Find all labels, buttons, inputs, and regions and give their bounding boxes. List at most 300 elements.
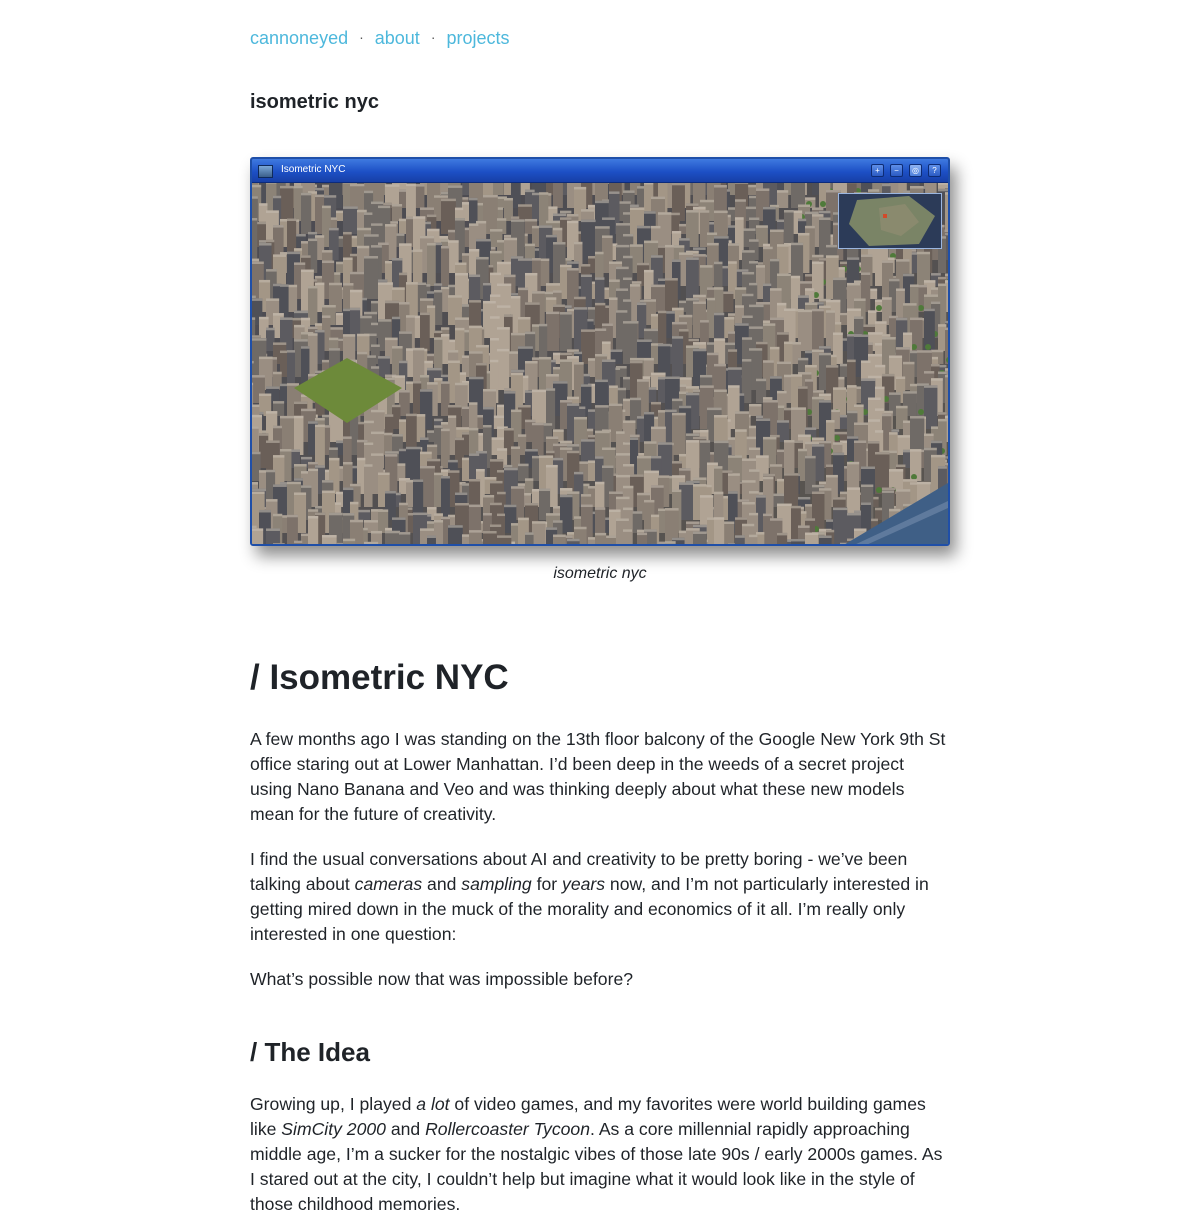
- paragraph-2: [250, 847, 950, 947]
- building-roof: [637, 493, 650, 496]
- building-roof: [819, 400, 831, 403]
- building-roof: [847, 487, 860, 490]
- building-roof: [532, 258, 541, 261]
- building-roof: [595, 456, 604, 459]
- building-roof: [616, 245, 629, 248]
- building-roof: [574, 472, 583, 475]
- building-roof: [644, 358, 654, 361]
- building-roof: [553, 429, 564, 432]
- building-roof: [434, 331, 442, 334]
- building-roof: [301, 193, 311, 196]
- building-roof: [420, 466, 435, 469]
- building-roof: [637, 226, 651, 229]
- building-roof: [693, 207, 706, 210]
- building-roof: [616, 475, 630, 478]
- building-roof: [469, 300, 481, 303]
- building-roof: [910, 416, 924, 419]
- building-roof: [812, 349, 824, 352]
- building-roof: [735, 323, 749, 326]
- building-roof: [749, 491, 759, 494]
- building-roof: [826, 245, 837, 248]
- tree-shape: [918, 409, 924, 415]
- building-shape: [406, 447, 421, 481]
- building-roof: [770, 518, 782, 521]
- building-roof: [427, 445, 437, 448]
- building-roof: [539, 324, 547, 327]
- emphasis-text: SimCity 2000: [281, 1119, 386, 1139]
- building-roof: [875, 387, 885, 390]
- building-roof: [287, 482, 301, 485]
- building-roof: [511, 370, 524, 373]
- building-roof: [896, 347, 910, 350]
- building-roof: [525, 478, 533, 481]
- building-roof: [364, 442, 373, 445]
- help-icon[interactable]: ?: [928, 164, 941, 177]
- building-roof: [770, 230, 784, 233]
- building-roof: [301, 270, 314, 273]
- building-roof: [756, 379, 766, 382]
- building-roof: [714, 287, 723, 290]
- building-roof: [784, 473, 798, 476]
- building-roof: [910, 449, 921, 452]
- building-roof: [378, 282, 393, 285]
- building-roof: [252, 317, 255, 320]
- building-roof: [868, 189, 879, 192]
- building-roof: [266, 298, 279, 301]
- building-roof: [567, 221, 579, 224]
- building-roof: [672, 490, 681, 493]
- building-roof: [889, 432, 898, 435]
- building-roof: [364, 312, 377, 315]
- building-roof: [896, 318, 907, 321]
- building-roof: [938, 324, 946, 327]
- building-roof: [252, 296, 256, 299]
- building-roof: [651, 373, 666, 376]
- building-roof: [329, 327, 344, 330]
- building-roof: [532, 390, 547, 393]
- building-roof: [924, 280, 935, 283]
- building-roof: [672, 183, 685, 185]
- building-roof: [413, 513, 427, 516]
- building-roof: [665, 245, 674, 248]
- building-roof: [609, 509, 621, 512]
- building-roof: [364, 212, 372, 215]
- building-roof: [847, 283, 860, 286]
- building-roof: [455, 328, 464, 331]
- building-roof: [868, 376, 881, 379]
- building-roof: [868, 398, 881, 401]
- building-roof: [469, 453, 479, 456]
- building-roof: [714, 313, 724, 316]
- building-roof: [434, 419, 443, 422]
- building-roof: [735, 269, 748, 272]
- building-roof: [609, 491, 623, 494]
- globe-icon[interactable]: ◎: [909, 164, 922, 177]
- building-roof: [756, 302, 771, 305]
- building-roof: [756, 455, 769, 458]
- building-roof: [854, 298, 866, 301]
- building-roof: [455, 273, 468, 276]
- building-roof: [476, 257, 489, 260]
- building-shape: [434, 290, 442, 325]
- building-roof: [560, 359, 572, 362]
- building-roof: [553, 353, 561, 356]
- building-roof: [616, 310, 627, 313]
- building-roof: [721, 470, 733, 473]
- building-roof: [574, 307, 587, 310]
- building-roof: [910, 284, 918, 287]
- building-roof: [490, 338, 499, 341]
- nav-link-projects[interactable]: projects: [446, 28, 509, 48]
- building-roof: [889, 355, 902, 358]
- building-roof: [777, 420, 789, 423]
- building-shape: [672, 336, 683, 377]
- building-roof: [259, 357, 273, 360]
- building-roof: [392, 405, 400, 408]
- building-roof: [938, 466, 947, 469]
- building-roof: [581, 274, 592, 277]
- building-roof: [882, 334, 890, 337]
- building-roof: [532, 291, 545, 294]
- building-roof: [441, 287, 449, 290]
- building-roof: [623, 529, 632, 532]
- building-roof: [882, 337, 896, 340]
- building-roof: [266, 528, 280, 531]
- building-roof: [420, 452, 432, 455]
- building-roof: [385, 414, 393, 417]
- building-roof: [539, 225, 552, 228]
- building-roof: [693, 301, 706, 304]
- building-roof: [441, 381, 450, 384]
- building-roof: [672, 231, 681, 234]
- building-roof: [252, 482, 258, 485]
- building-roof: [322, 250, 333, 253]
- building-roof: [938, 277, 946, 280]
- building-roof: [707, 463, 718, 466]
- building-roof: [714, 338, 725, 341]
- building-roof: [350, 484, 361, 487]
- building-roof: [609, 297, 618, 300]
- building-roof: [497, 262, 512, 265]
- building-roof: [511, 373, 523, 376]
- building-roof: [273, 196, 281, 199]
- building-roof: [518, 464, 529, 467]
- building-roof: [693, 349, 706, 352]
- building-roof: [266, 440, 280, 443]
- building-roof: [315, 235, 324, 238]
- building-roof: [931, 426, 939, 429]
- building-roof: [735, 429, 747, 432]
- building-roof: [833, 387, 846, 390]
- building-roof: [518, 346, 533, 349]
- building-roof: [742, 228, 755, 231]
- text-run: of video games, and my favorites were world building games like: [250, 1094, 926, 1139]
- building-roof: [637, 303, 646, 306]
- building-roof: [658, 344, 670, 347]
- building-roof: [322, 261, 334, 264]
- building-roof: [644, 211, 656, 214]
- building-roof: [441, 246, 449, 249]
- building-roof: [504, 314, 513, 317]
- building-roof: [623, 464, 634, 467]
- building-roof: [518, 518, 529, 521]
- building-roof: [910, 186, 924, 189]
- building-roof: [539, 455, 553, 458]
- building-roof: [812, 309, 824, 312]
- building-roof: [777, 533, 787, 536]
- building-roof: [343, 232, 352, 235]
- building-roof: [259, 433, 268, 436]
- building-roof: [378, 356, 390, 359]
- building-roof: [567, 403, 579, 406]
- building-roof: [749, 348, 762, 351]
- building-roof: [756, 532, 764, 535]
- zoom-in-icon[interactable]: +: [871, 164, 884, 177]
- building-roof: [672, 322, 687, 325]
- building-roof: [903, 332, 912, 335]
- building-roof: [945, 456, 948, 459]
- minimap[interactable]: [838, 193, 942, 249]
- building-roof: [546, 465, 558, 468]
- building-roof: [826, 475, 838, 478]
- building-roof: [749, 448, 760, 451]
- building-roof: [854, 440, 866, 443]
- building-roof: [322, 206, 331, 209]
- building-roof: [812, 397, 824, 400]
- building-roof: [490, 481, 503, 484]
- building-roof: [413, 381, 421, 384]
- building-roof: [553, 242, 566, 245]
- building-roof: [630, 207, 644, 210]
- building-roof: [917, 252, 930, 255]
- window-titlebar: [252, 159, 948, 183]
- building-roof: [644, 183, 653, 184]
- building-roof: [448, 361, 460, 364]
- building-roof: [322, 195, 336, 198]
- building-roof: [819, 536, 832, 539]
- text-run: for: [532, 874, 562, 894]
- building-roof: [791, 539, 805, 542]
- building-roof: [882, 490, 894, 493]
- building-roof: [693, 254, 706, 256]
- building-shape: [392, 204, 402, 221]
- building-roof: [322, 491, 335, 494]
- building-roof: [763, 360, 774, 363]
- building-roof: [371, 531, 382, 534]
- zoom-out-icon[interactable]: −: [890, 164, 903, 177]
- building-roof: [455, 218, 465, 221]
- building-roof: [798, 233, 809, 236]
- building-roof: [623, 234, 633, 237]
- building-roof: [406, 414, 417, 417]
- building-roof: [728, 473, 740, 476]
- building-roof: [427, 243, 436, 246]
- building-roof: [532, 423, 544, 426]
- building-roof: [749, 217, 759, 220]
- building-roof: [819, 305, 831, 308]
- building-roof: [308, 421, 318, 424]
- building-roof: [637, 339, 652, 342]
- building-roof: [798, 525, 810, 528]
- building-roof: [525, 390, 533, 393]
- building-roof: [392, 204, 402, 207]
- tree-shape: [911, 474, 917, 480]
- building-roof: [749, 261, 758, 264]
- building-roof: [448, 350, 458, 353]
- building-roof: [903, 303, 917, 306]
- text-run: Growing up, I played: [250, 1094, 416, 1114]
- building-roof: [714, 389, 727, 392]
- building-roof: [420, 528, 434, 531]
- building-shape: [581, 220, 596, 260]
- building-roof: [546, 374, 559, 377]
- building-roof: [497, 349, 509, 352]
- building-roof: [595, 507, 605, 510]
- building-roof: [364, 542, 378, 544]
- building-roof: [483, 513, 492, 516]
- building-roof: [385, 301, 399, 304]
- building-roof: [273, 313, 284, 316]
- building-roof: [749, 404, 762, 407]
- building-roof: [945, 368, 948, 371]
- building-roof: [861, 272, 870, 275]
- building-roof: [490, 251, 502, 254]
- building-roof: [609, 349, 622, 352]
- building-roof: [938, 372, 947, 375]
- building-roof: [658, 311, 666, 314]
- building-roof: [434, 473, 443, 476]
- building-roof: [329, 513, 343, 516]
- building-roof: [553, 458, 563, 461]
- building-roof: [889, 469, 903, 472]
- building-roof: [672, 475, 685, 478]
- building-roof: [833, 332, 843, 335]
- building-roof: [735, 199, 746, 202]
- building-roof: [497, 492, 506, 495]
- building-roof: [581, 384, 592, 387]
- building-roof: [476, 363, 487, 366]
- building-roof: [868, 419, 880, 422]
- tree-shape: [820, 201, 826, 207]
- building-roof: [728, 491, 738, 494]
- building-roof: [357, 352, 367, 355]
- building-roof: [798, 372, 811, 375]
- building-roof: [945, 463, 948, 466]
- building-roof: [707, 408, 722, 411]
- site-nav: [250, 26, 510, 51]
- building-roof: [315, 330, 325, 333]
- building-shape: [252, 218, 257, 260]
- building-roof: [504, 468, 518, 471]
- building-shape: [378, 356, 390, 377]
- building-roof: [763, 400, 778, 403]
- nav-link-home[interactable]: cannoneyed: [250, 28, 348, 48]
- post-title: isometric nyc: [250, 89, 379, 115]
- building-roof: [301, 346, 309, 349]
- building-roof: [266, 269, 277, 272]
- building-roof: [791, 243, 803, 246]
- window-title: Isometric NYC: [281, 164, 345, 176]
- building-roof: [616, 497, 630, 500]
- building-roof: [525, 302, 540, 305]
- building-roof: [945, 375, 948, 378]
- building-roof: [525, 332, 535, 335]
- building-roof: [483, 425, 492, 428]
- building-roof: [637, 379, 649, 382]
- building-roof: [875, 408, 884, 411]
- building-roof: [357, 440, 368, 443]
- building-roof: [490, 273, 501, 276]
- building-roof: [686, 210, 699, 213]
- building-roof: [574, 297, 586, 300]
- building-roof: [497, 284, 511, 287]
- building-roof: [546, 283, 560, 286]
- building-roof: [847, 436, 858, 439]
- building-roof: [581, 494, 591, 497]
- building-roof: [644, 412, 654, 415]
- building-roof: [357, 210, 367, 213]
- building-roof: [504, 465, 512, 468]
- building-roof: [560, 217, 571, 220]
- nav-link-about[interactable]: about: [375, 28, 420, 48]
- building-roof: [903, 391, 917, 394]
- building-roof: [875, 430, 883, 433]
- building-roof: [630, 205, 639, 208]
- building-roof: [392, 346, 403, 349]
- building-roof: [336, 543, 344, 544]
- building-roof: [595, 533, 606, 536]
- building-roof: [378, 243, 389, 246]
- building-roof: [644, 299, 656, 302]
- building-roof: [252, 489, 266, 492]
- building-roof: [847, 462, 859, 465]
- building-roof: [700, 265, 713, 268]
- building-roof: [455, 493, 467, 496]
- building-roof: [889, 392, 901, 395]
- building-roof: [791, 374, 802, 377]
- building-roof: [749, 283, 757, 286]
- building-roof: [945, 274, 948, 277]
- building-roof: [427, 368, 442, 371]
- building-roof: [651, 515, 659, 518]
- building-roof: [427, 215, 436, 217]
- building-roof: [700, 320, 709, 323]
- building-shape: [315, 425, 325, 468]
- building-roof: [686, 433, 699, 436]
- building-roof: [693, 247, 706, 250]
- building-roof: [826, 300, 840, 303]
- app-icon: [258, 165, 273, 178]
- building-roof: [378, 319, 391, 322]
- paragraph-3: What’s possible now that was impossible before?: [250, 967, 950, 992]
- building-roof: [805, 518, 815, 521]
- building-roof: [378, 279, 387, 282]
- building-roof: [917, 285, 927, 288]
- building-roof: [595, 431, 610, 434]
- building-roof: [924, 385, 937, 388]
- building-roof: [686, 298, 699, 301]
- building-roof: [504, 428, 514, 431]
- building-roof: [385, 454, 397, 457]
- building-roof: [637, 263, 649, 266]
- building-roof: [616, 453, 631, 456]
- building-roof: [798, 295, 809, 298]
- building-roof: [252, 261, 264, 264]
- building-roof: [889, 509, 900, 512]
- building-roof: [679, 252, 693, 255]
- building-roof: [938, 419, 947, 422]
- building-roof: [308, 327, 317, 330]
